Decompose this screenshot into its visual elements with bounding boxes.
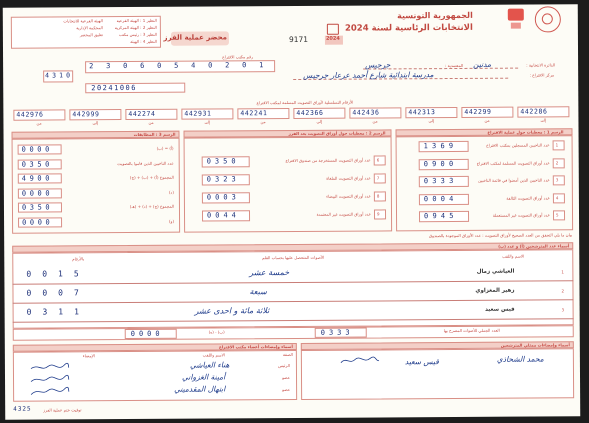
code-digit: 2 xyxy=(89,62,94,71)
serial-to-label: إلى xyxy=(540,117,547,123)
member-role: عضو xyxy=(282,387,291,393)
voters-row-label: عدد الناخبين الذين أمضوا في قائمة الناخبين xyxy=(478,177,550,183)
serial-value: 442299 xyxy=(464,107,492,116)
check-row-value: 0000 xyxy=(21,145,53,154)
cand-words: سبعة xyxy=(249,287,267,297)
voters-row-label: عدد الناخبين المسجلين بمكتب الاقتراع xyxy=(486,142,550,148)
member-name: هناء العياشي xyxy=(189,360,230,370)
voters-row-num: 3 xyxy=(555,177,559,183)
member-role: الرئيس xyxy=(277,363,290,369)
col-role: الصفة xyxy=(282,351,293,358)
office-number-digits xyxy=(45,72,73,81)
section-check-title: الرسم 3 : المطابقات xyxy=(133,131,176,137)
ballots-row-value: 0323 xyxy=(206,175,240,184)
serial-to-label: إلى xyxy=(204,119,211,125)
note-r2: المحكمة الإدارية xyxy=(76,25,103,31)
code-digit: 6 xyxy=(140,61,145,70)
rep-candidate: قيس سعيد xyxy=(404,357,439,367)
total-label: العدد الجملي للأصوات المصرح بها xyxy=(443,327,500,334)
member-name: ابتهال المقدميني xyxy=(174,384,226,394)
members-title: أسماء وإمضاءات أعضاء مكتب الاقتراع xyxy=(219,343,293,350)
check-row-label: (أ) = (ب) xyxy=(156,145,174,151)
voters-row-value: 0900 xyxy=(423,159,458,168)
office-digit: 1 xyxy=(59,71,64,80)
office-digit: 3 xyxy=(52,71,57,80)
isie-logo xyxy=(506,9,526,31)
voters-row-value: 1369 xyxy=(423,141,458,151)
ballots-row-value: 0044 xyxy=(206,211,240,220)
cand-name: العياشي زمال xyxy=(476,268,515,275)
ballots-row-label: عدد أوراق التصويت المستخرجة من صندوق الاقتراع xyxy=(285,157,371,164)
total-words-value: 0000 xyxy=(130,329,164,338)
section-voters-title: الرسم 1 : معطيات حول عملية الاقتراع xyxy=(487,129,564,135)
center-value: مدرسة ابتدائية شارع أحمد عرعار جرجيس xyxy=(303,70,434,80)
col-member-sign: الإمضاء xyxy=(82,353,95,359)
ballots-row-num: 7 xyxy=(376,175,380,181)
year-badge-text: 2024 xyxy=(325,35,340,42)
ballots-row-label: عدد أوراق التصويت الملغاة xyxy=(326,175,371,181)
form-title: محضر عملية الفرز xyxy=(163,33,227,42)
serial-value: 442931 xyxy=(184,109,212,118)
ballot-count-form xyxy=(3,4,581,420)
serial-from-label: من xyxy=(484,117,490,123)
check-row-value: 0350 xyxy=(21,203,54,212)
cand-name: قيس سعيد xyxy=(485,306,515,313)
serial-to-label: إلى xyxy=(92,120,99,126)
col-name: الاسم واللقب xyxy=(502,253,525,259)
serial-to-label: إلى xyxy=(428,118,435,124)
serial-value: 442274 xyxy=(128,109,156,118)
cand-digits: 0311 xyxy=(26,307,90,317)
reps-title: أسماء وإمضاءات ممثلي المترشحين xyxy=(500,342,570,348)
cand-num: 2 xyxy=(561,288,565,294)
voters-row-label: عدد أوراق التصويت المسلمة لمكتب الاقتراع xyxy=(476,159,550,166)
code-digit: 0 xyxy=(123,62,128,71)
member-signature xyxy=(30,362,70,372)
serial-value: 442286 xyxy=(520,107,548,116)
check-row-value: 0000 xyxy=(22,217,54,227)
serial-value: 442999 xyxy=(72,110,100,119)
election-title: الانتخابات الرئاسية لسنة 2024 xyxy=(344,22,473,34)
voters-row-num: 2 xyxy=(555,159,559,165)
voters-row-value: 0945 xyxy=(424,211,458,221)
note-r3: تعليق المحضر xyxy=(79,32,103,38)
serial-value: 442313 xyxy=(408,108,436,117)
note-4: النظير 4 : الهيئة xyxy=(130,38,157,44)
serial-value: 442436 xyxy=(352,108,380,117)
check-row-label: (د) xyxy=(168,189,174,195)
ballots-row-num: 6 xyxy=(376,157,380,163)
check-row-value: 0000 xyxy=(21,188,54,198)
vote-icon xyxy=(327,24,339,35)
gov-value: مدنين xyxy=(473,59,492,69)
col-member-name: الاسم واللقب xyxy=(202,352,225,358)
code-digit: 0 xyxy=(208,61,213,70)
office-label: رقم مكتب الاقتراع xyxy=(222,54,254,60)
code-digit: 3 xyxy=(106,62,111,71)
code-digit: 5 xyxy=(174,61,179,70)
code-digit: 4 xyxy=(191,61,196,70)
republic-title: الجمهورية التونسية xyxy=(397,10,473,21)
check-row-label: عدد الناخبين الذين قاموا بالتصويت xyxy=(117,160,174,166)
rep-name: محمد الشحاذي xyxy=(496,354,544,364)
serial-value: 442366 xyxy=(296,108,324,117)
check-row-value: 4900 xyxy=(21,174,54,183)
cand-digits: 0007 xyxy=(26,288,90,298)
cand-num: 3 xyxy=(561,307,565,313)
ballots-row-num: 9 xyxy=(376,211,380,217)
ballots-row-value: 0350 xyxy=(206,157,240,166)
cand-digits: 0015 xyxy=(26,269,90,279)
voters-row-num: 1 xyxy=(555,142,559,148)
code-digit: 0 xyxy=(157,61,162,70)
office-code-digits xyxy=(85,62,275,73)
code-digit: 1 xyxy=(259,61,264,70)
member-role: عضو xyxy=(282,375,291,381)
ballots-row-label: عدد أوراق التصويت غير المعتمدة xyxy=(316,211,372,217)
voters-row-label: عدد أوراق التصويت التالفة xyxy=(506,194,550,201)
serial-from-label: من xyxy=(372,118,378,124)
check-row-label: المجموع (أ) + (ب) + (ج) xyxy=(129,174,174,180)
serial-from-label: من xyxy=(36,120,42,126)
stamp-logo xyxy=(535,6,561,32)
col-words: الأصوات المتحصل عليها بحساب القلم xyxy=(261,254,325,261)
note-2: النظير 2 : الهيئة المركزية xyxy=(114,24,157,31)
footer-label: توقيت ختم عملية الفرز xyxy=(43,407,82,413)
date-value: 20241006 xyxy=(91,83,137,93)
serials-label: الأرقام التسلسلية لأوراق التصويت المسلمة لمكتب الاقتراع xyxy=(256,99,354,106)
ballots-row-label: عدد أوراق التصويت البيضاء xyxy=(326,193,371,199)
voters-row-value: 0333 xyxy=(423,176,458,186)
ballots-row-num: 8 xyxy=(376,193,380,199)
footer-code: 4325 xyxy=(13,405,32,413)
member-signature xyxy=(30,386,70,396)
rep-signature xyxy=(340,355,380,365)
note-r1: الهيئة الفرعية للانتخابات xyxy=(63,18,103,24)
form-code: 9171 xyxy=(288,34,309,45)
voters-row-num: 4 xyxy=(555,194,559,200)
section-ballots-title: الرسم 2 : معطيات حول أوراق التصويت بعد الفرز xyxy=(288,130,386,137)
code-digit: 0 xyxy=(242,61,247,70)
ballot-serials-row xyxy=(11,104,571,126)
member-name: أمينة الغزواني xyxy=(181,372,226,382)
serial-to-label: إلى xyxy=(316,118,323,124)
check-row-label: (و) xyxy=(168,218,175,224)
candidates-title: أسماء عدد المترشحين (أ) و عدد (ب) xyxy=(498,243,570,249)
serial-value: 442976 xyxy=(16,110,44,119)
office-digit: 4 xyxy=(45,71,50,80)
serial-value: 442241 xyxy=(240,109,268,118)
voters-row-label: عدد أوراق التصويت غير المستعملة xyxy=(492,212,551,218)
serial-from-label: من xyxy=(148,119,154,125)
ballots-row-value: 0003 xyxy=(206,193,240,202)
note-1: النظير 1 : الهيئة الفرعية xyxy=(116,17,157,24)
member-signature xyxy=(30,374,70,384)
cand-words: ثلاثة مائة و احدى عشر xyxy=(194,306,270,316)
deleg-value: جرجيس xyxy=(365,60,391,70)
check-row-value: 0350 xyxy=(21,159,53,169)
cand-num: 1 xyxy=(561,269,564,275)
cand-name: زهير المغزاوي xyxy=(475,287,515,294)
office-digit: 0 xyxy=(66,71,71,80)
total-small-label: (ب) - (ه) xyxy=(208,329,225,335)
center-label: مركز الاقتراع : xyxy=(529,72,555,78)
total-value: 0333 xyxy=(320,328,354,337)
voters-row-num: 5 xyxy=(556,212,559,218)
code-digit: 2 xyxy=(225,61,230,70)
col-digits: بالأرقام xyxy=(72,256,85,262)
voters-row-value: 0004 xyxy=(423,194,458,203)
note-3: النظير 3 : رئيس مكتب xyxy=(118,31,157,38)
serial-from-label: من xyxy=(260,119,266,125)
check-row-label: المجموع (ج) + (د) + (هـ) xyxy=(129,203,174,209)
cand-words: خمسة عشر xyxy=(249,268,290,278)
deleg-label: المعتمدية : xyxy=(445,62,464,69)
voters-note: بيان ما يلي التحقق من العدد الصحيح لأوراق التصويت : عدد الأوراق الموجودة بالصندوق xyxy=(428,232,573,239)
gov-label: الدائرة الانتخابية : xyxy=(526,62,556,68)
